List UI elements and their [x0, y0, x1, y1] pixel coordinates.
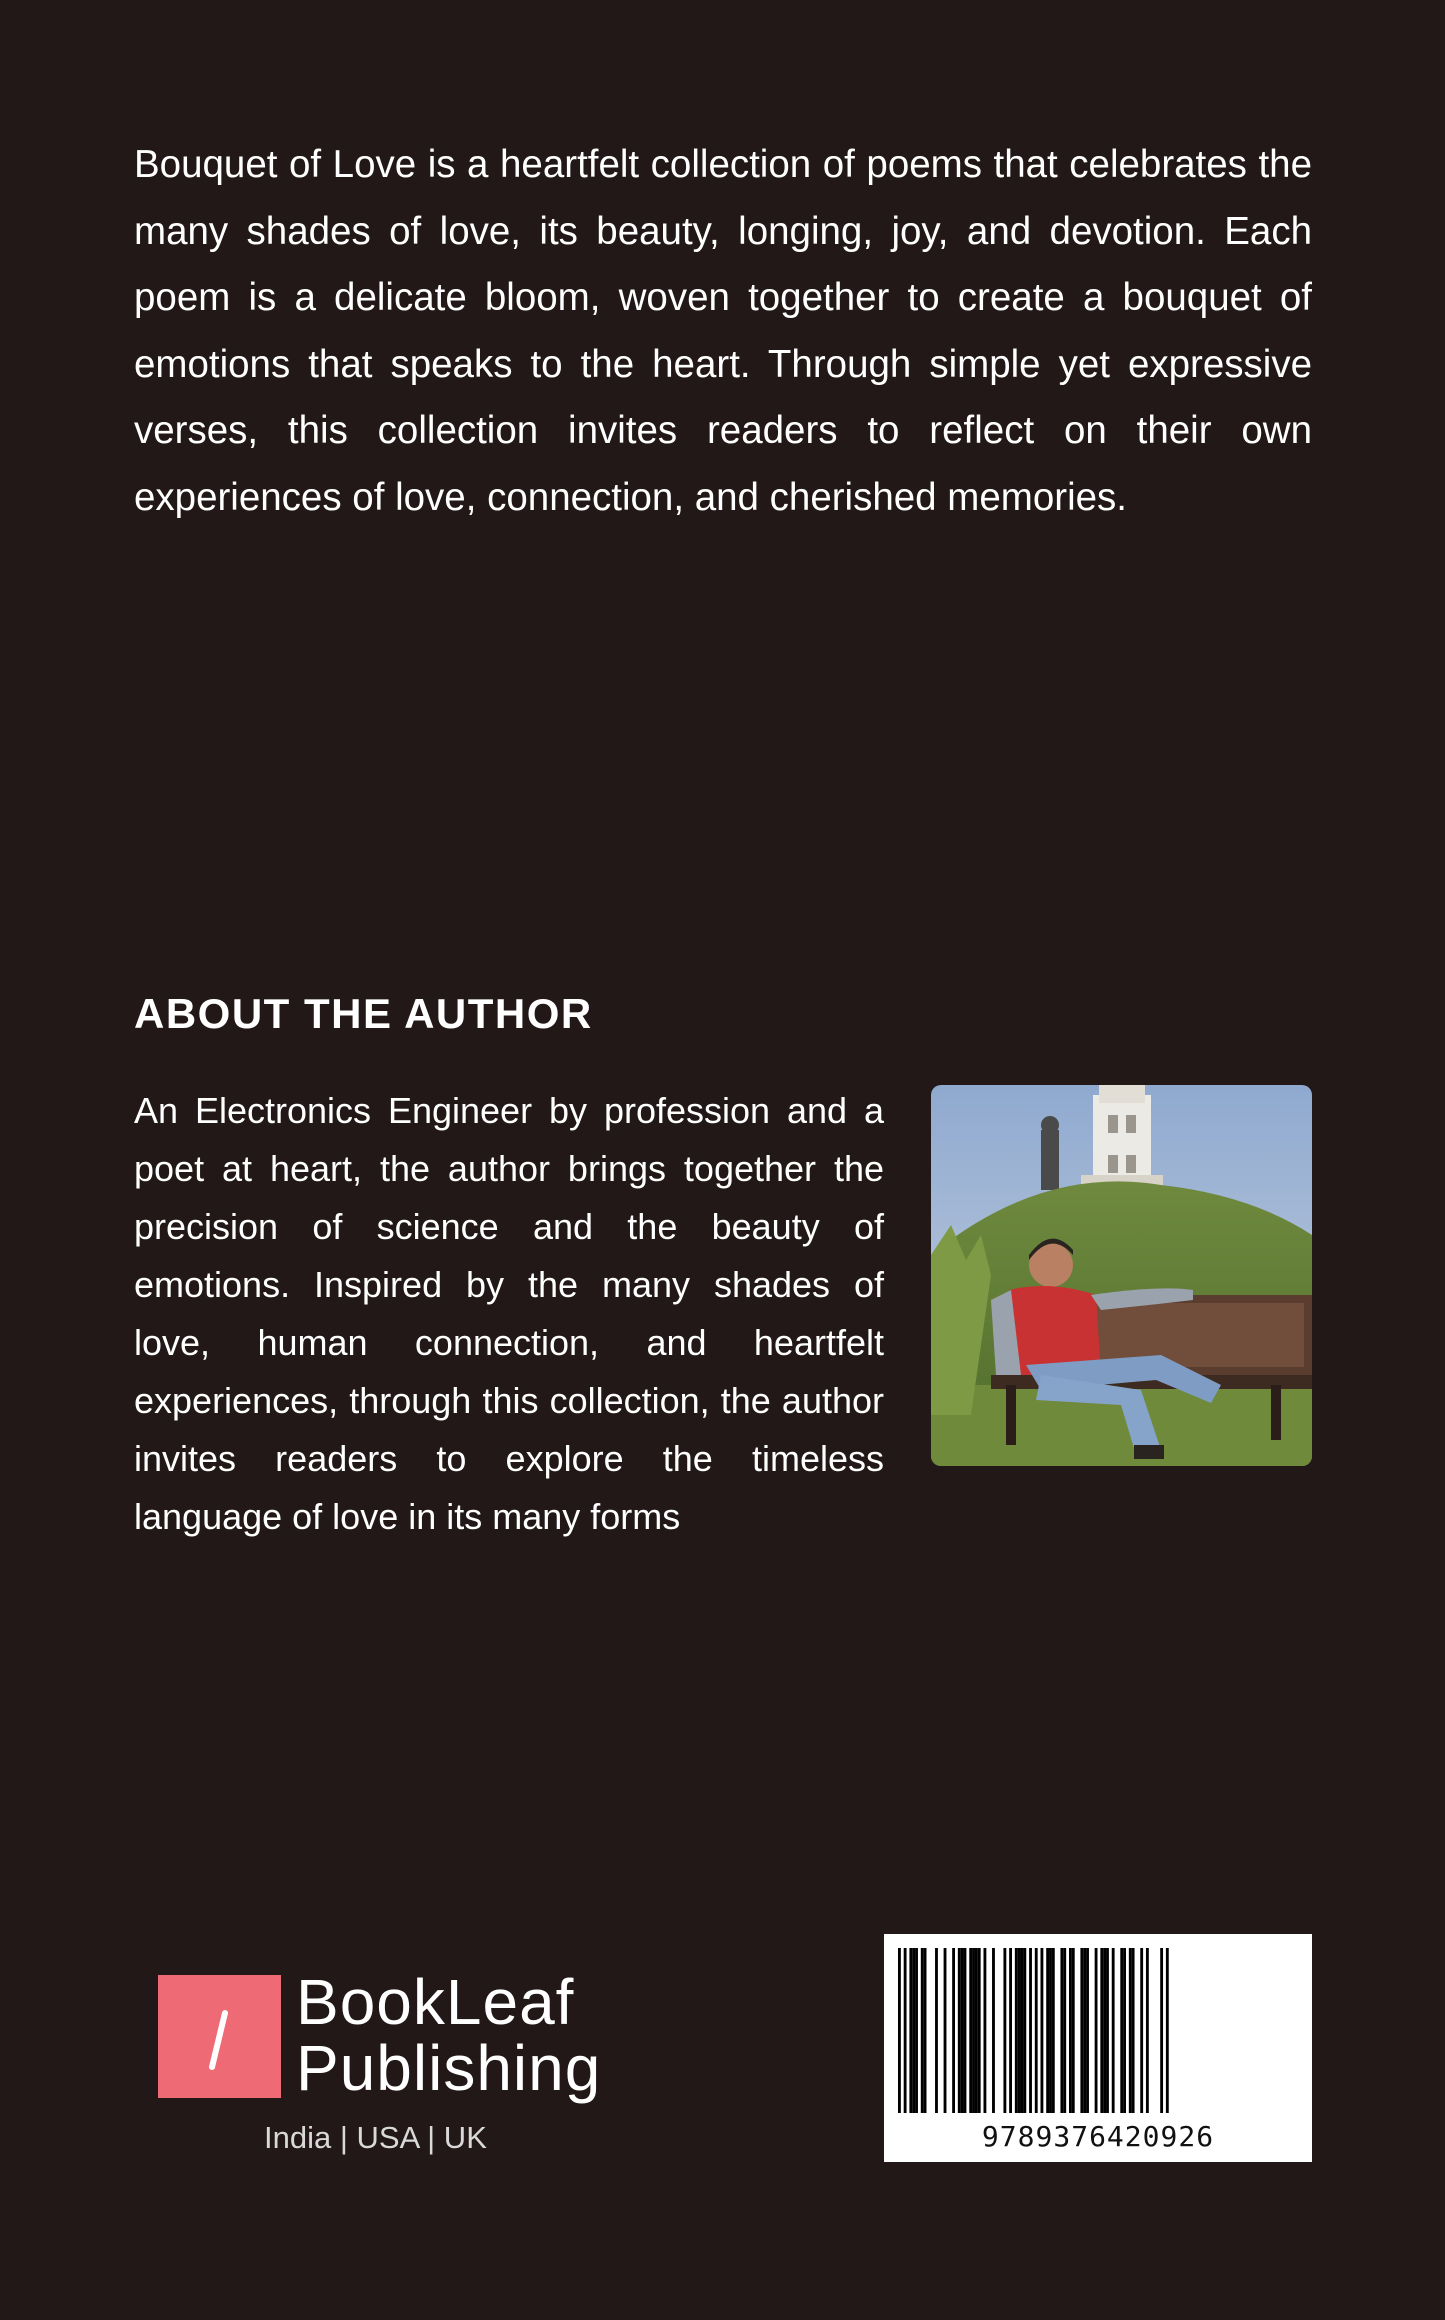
about-author-heading: ABOUT THE AUTHOR: [134, 990, 593, 1037]
barcode-bar: [964, 1948, 967, 2113]
barcode-bar: [1112, 1948, 1115, 2113]
isbn-barcode: [884, 1934, 1312, 2162]
barcode-bar: [1021, 1948, 1024, 2113]
barcode-bar: [909, 1948, 912, 2113]
author-photo: [931, 1085, 1312, 1466]
book-blurb: Bouquet of Love is a heartfelt collection of poems that celebrates the many shades of love, its beauty, longing, joy, and devotion. Each poem is a delicate bloom, woven together to create a bouquet of emotions that speaks to the heart. Through simple yet expressive verses, this collection invites readers to reflect on their own experiences of love, connection, and cherished memories.: [134, 143, 1312, 519]
barcode-bar: [1060, 1948, 1063, 2113]
barcode-bar: [1100, 1948, 1103, 2113]
barcode-bar: [1018, 1948, 1021, 2113]
barcode-bar: [924, 1948, 927, 2113]
barcode-bar: [984, 1948, 987, 2113]
barcode-bar: [904, 1948, 907, 2113]
publisher-logo-mark: [158, 1975, 281, 2098]
barcode-bar: [1009, 1948, 1012, 2113]
barcode-bar: [975, 1948, 978, 2113]
barcode-bar: [978, 1948, 981, 2113]
barcode-bar: [1166, 1948, 1169, 2113]
barcode-bar: [921, 1948, 924, 2113]
barcode-bar: [1140, 1948, 1143, 2113]
publisher-regions: India | USA | UK: [264, 2120, 487, 2155]
barcode-bar: [1063, 1948, 1066, 2113]
barcode-bar: [898, 1948, 901, 2113]
barcode-bar: [1095, 1948, 1098, 2113]
publisher-name-line1: BookLeaf: [296, 1966, 575, 2038]
barcode-bar: [992, 1948, 995, 2113]
barcode-bar: [1160, 1948, 1163, 2113]
barcode-bar: [1052, 1948, 1055, 2113]
about-author-text: An Electronics Engineer by profession and a poet at heart, the author brings together the precision of science and the beauty of emotions. Inspired by the many shades of love, human connection, and heartfelt experiences, through this collection, the author invites readers to explore the timeless language of love in its many forms: [134, 1090, 884, 1537]
barcode-bar: [1049, 1948, 1052, 2113]
barcode-bar: [935, 1948, 938, 2113]
barcode-bar: [1003, 1948, 1006, 2113]
barcode-bar: [961, 1948, 964, 2113]
barcode-bar: [1146, 1948, 1149, 2113]
publisher-logo: [158, 1965, 618, 2165]
barcode-bar: [969, 1948, 972, 2113]
barcode-bar: [1083, 1948, 1086, 2113]
barcode-bar: [972, 1948, 975, 2113]
barcode-bar: [1123, 1948, 1126, 2113]
barcode-bar: [1086, 1948, 1089, 2113]
barcode-bar: [1046, 1948, 1049, 2113]
barcode-bar: [1106, 1948, 1109, 2113]
barcode-bar: [1029, 1948, 1032, 2113]
barcode-bar: [952, 1948, 955, 2113]
publisher-name-line2: Publishing: [296, 2032, 602, 2104]
barcode-bar: [1041, 1948, 1044, 2113]
barcode-bar: [915, 1948, 918, 2113]
barcode-bar: [1103, 1948, 1106, 2113]
barcode-bar: [1129, 1948, 1132, 2113]
barcode-bar: [1132, 1948, 1135, 2113]
barcode-bar: [1023, 1948, 1026, 2113]
barcode-bar: [1015, 1948, 1018, 2113]
barcode-bar: [944, 1948, 947, 2113]
barcode-bar: [958, 1948, 961, 2113]
barcode-bar: [1035, 1948, 1038, 2113]
isbn-number: 9789376420926: [981, 2120, 1215, 2153]
barcode-bar: [912, 1948, 915, 2113]
barcode-bar: [1072, 1948, 1075, 2113]
barcode-bar: [1080, 1948, 1083, 2113]
barcode-bar: [1069, 1948, 1072, 2113]
barcode-bar: [1120, 1948, 1123, 2113]
